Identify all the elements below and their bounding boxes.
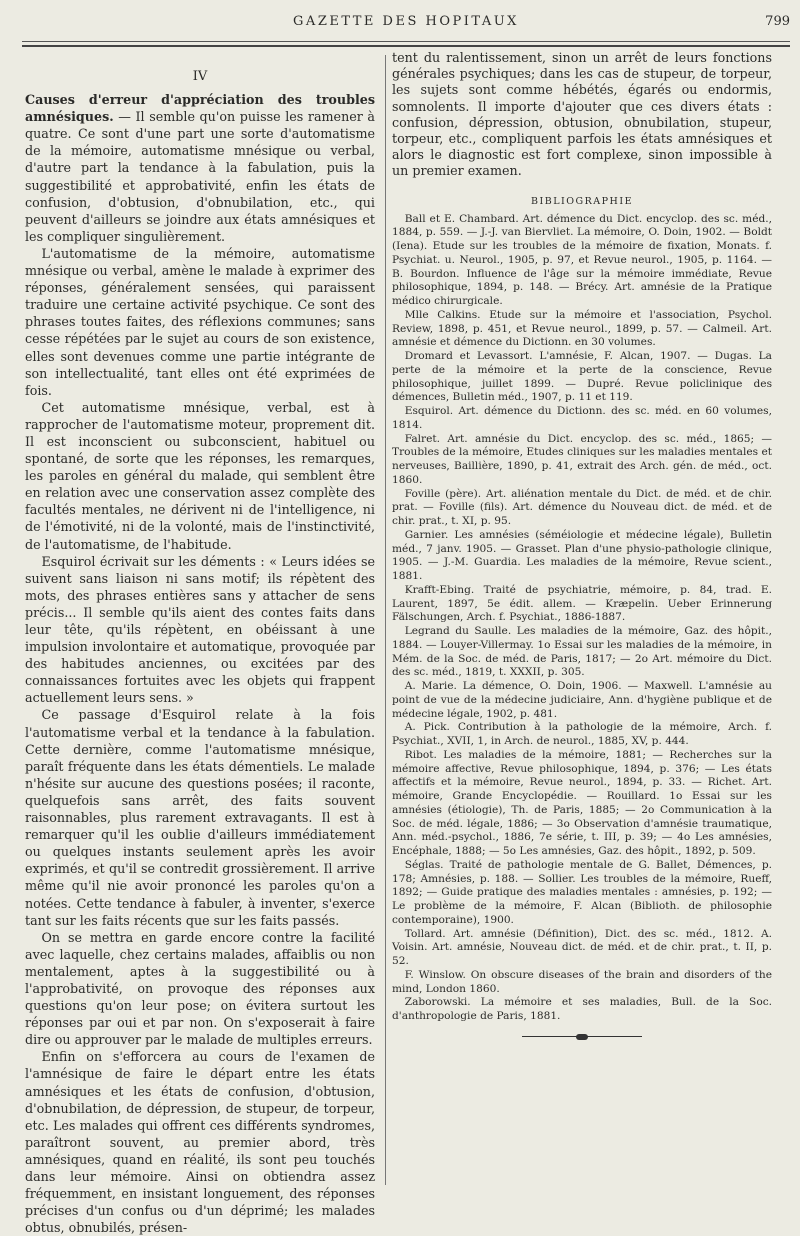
bibliography-entry: A. Marie. La démence, O. Doin, 1906. — Maxwell. L'amnésie au point de vue de la médecine judiciaire, Ann. d'hygiène publique et de médecine légale, 1902, p. 481. xyxy=(392,680,772,720)
paragraph: tent du ralentissement, sinon un arrêt de leurs fonctions générales psychiques; dans les cas de stupeur, de torpeur, les sujets sont comme hébétés, égarés ou endormis, somnolents. Il importe d'ajouter que ces divers états : confusion, dépression, obtusion, obnubilation, stupeur, torpeur, etc., compliquent parfois les états amnésiques et alors le diagnostic est fort complexe, sinon impossible à un premier examen. xyxy=(392,50,772,179)
header-rule xyxy=(22,41,790,42)
bibliography xyxy=(392,213,772,1024)
continued-text xyxy=(392,50,772,180)
section-number: IV xyxy=(192,69,208,84)
page-number: 799 xyxy=(765,14,790,29)
bibliography-entry: Dromard et Levassort. L'amnésie, F. Alcan, 1907. — Dugas. La perte de la mémoire et la perte de la conscience, Revue philosophique, juillet 1899. — Dupré. Revue policlinique des démences, Bulletin méd., 1907, p. 11 et 119. xyxy=(392,350,772,404)
paragraph: Ce passage d'Esquirol relate à la fois l'automatisme verbal et la tendance à la fabulation. Cette dernière, comme l'automatisme mnésique, paraît fréquente dans les états démentiels. Le malade n'hésite sur aucune des questions posées; il raconte, quelquefois sans arrêt, des faits souvent raisonnables, plus rarement extravagants. Il est à remarquer qu'il les oublie d'ailleurs immédiatement ou quelques instants seulement après les avoir exprimés, et qu'il se contredit grossièrement. Il arrive même qu'il nie avoir prononcé les paroles qu'on a notées. Cette tendance à fabuler, à inventer, s'exerce tant sur les faits récents que sur les faits passés. xyxy=(25,707,375,928)
left-column xyxy=(25,50,375,1236)
bibliography-entry: Séglas. Traité de pathologie mentale de G. Ballet, Démences, p. 178; Amnésies, p. 188. — Sollier. Les troubles de la mémoire, Rueff, 1892; — Guide pratique des maladies mentales : amnésies, p. 192; — Le problème de la mémoire, F. Alcan (Biblioth. de philosophie contemporaine), 1900. xyxy=(392,858,772,926)
column-divider xyxy=(385,55,386,1185)
ornament-center xyxy=(576,1034,588,1040)
bibliography-entry: Krafft-Ebing. Traité de psychiatrie, mémoire, p. 84, trad. E. Laurent, 1897, 5e édit. allem. — Kræpelin. Ueber Erinnerung Fälschungen, Arch. f. Psychiat., 1886-1887. xyxy=(392,583,772,624)
header-double-rule xyxy=(22,45,790,47)
paragraph-text: — Il semble qu'on puisse les ramener à quatre. Ce sont d'une part une sorte d'automatisme de la mémoire, automatisme mnésique ou verbal, d'autre part la tendance à la fabulation, puis la suggestibilité et approbativité, enfin les états de confusion, d'obtusion, d'obnubilation, etc., qui peuvent d'ailleurs se joindre aux états amnésiques et les compliquer singulièrement. xyxy=(25,109,375,244)
bibliography-entry: Ribot. Les maladies de la mémoire, 1881; — Recherches sur la mémoire affective, Revue philosophique, 1894, p. 376; — Les états affectifs et la mémoire, Revue neurol., 1894, p. 33. — Richet. Art. mémoire, Grande Encyclopédie. — Rouillard. 1o Essai sur les amnésies (étiologie), Th. de Paris, 1885; — 2o Communication à la Soc. de méd. légale, 1886; — 3o Observation d'amnésie traumatique, Ann. méd.-psychol., 1886, 7e série, t. III, p. 39; — 4o Les amnésies, Encéphale, 1888; — 5o Les amnésies, Gaz. des hôpit., 1892, p. 509. xyxy=(392,748,772,858)
bibliography-entry: Legrand du Saulle. Les maladies de la mémoire, Gaz. des hôpit., 1884. — Louyer-Villermay. 1o Essai sur les maladies de la mémoire, in Mém. de la Soc. de méd. de Paris, 1817; — 2o Art. mémoire du Dict. des sc. méd., 1819, t. XXXII, p. 305. xyxy=(392,625,772,679)
bibliography-entry: F. Winslow. On obscure diseases of the brain and disorders of the mind, London 1860. xyxy=(392,968,772,995)
paragraph: Esquirol écrivait sur les déments : « Leurs idées se suivent sans liaison ni sans motif; ils répètent des mots, des phrases entières sans y attacher de sens précis... Il semble qu'ils aient des contes faits dans leur tête, qu'ils répètent, en obéissant à une impulsion involontaire et automatique, provoquée par des habitudes anciennes, ou excitées par des connaissances fortuites avec les objets qui frappent actuellement leurs sens. » xyxy=(25,553,375,706)
bibliography-entry: Foville (père). Art. aliénation mentale du Dict. de méd. et de chir. prat. — Foville (fils). Art. démence du Nouveau dict. de méd. et de chir. prat., t. XI, p. 95. xyxy=(392,487,772,528)
paragraph: On se mettra en garde encore contre la facilité avec laquelle, chez certains malades, affaiblis ou non mentalement, aptes à la suggestibilité ou à l'approbativité, on provoque des réponses aux questions qu'on leur pose; on évitera surtout les réponses par oui et par non. On s'exposerait à faire dire ou approuver par le malade de multiples erreurs. xyxy=(25,929,375,1048)
section-heading: Causes d'erreur d'appréciation des troubles amnésiques. xyxy=(25,92,375,125)
paragraph: Cet automatisme mnésique, verbal, est à rapprocher de l'automatisme moteur, proprement dit. Il est inconscient ou subconscient, habituel ou spontané, de sorte que les réponses, les remarques, les paroles en général du malade, qui semblent être en relation avec une conservation assez complète des facultés mentales, ne dérivent ni de l'intelligence, ni de l'émotivité, ni de la volonté, mais de l'instinctivité, de l'automatisme, de l'habitude. xyxy=(25,399,375,552)
bibliography-entry: Mlle Calkins. Etude sur la mémoire et l'association, Psychol. Review, 1898, p. 451, et Revue neurol., 1899, p. 57. — Calmeil. Art. amnésie et démence du Dictionn. en 30 volumes. xyxy=(392,308,772,349)
end-ornament xyxy=(522,1034,642,1040)
bibliography-entry: Tollard. Art. amnésie (Définition), Dict. des sc. méd., 1812. A. Voisin. Art. amnésie, Nouveau dict. de méd. et de chir. prat., t. II, p. 52. xyxy=(392,927,772,968)
page-header xyxy=(22,10,790,38)
bibliography-entry: Falret. Art. amnésie du Dict. encyclop. des sc. méd., 1865; — Troubles de la mémoire, Etudes cliniques sur les maladies mentales et nerveuses, Baillière, 1890, p. 41, extrait des Arch. gén. de méd., oct. 1860. xyxy=(392,432,772,486)
bibliography-entry: Esquirol. Art. démence du Dictionn. des sc. méd. en 60 volumes, 1814. xyxy=(392,405,772,431)
paragraph: Enfin on s'efforcera au cours de l'examen de l'amnésique de faire le départ entre les états amnésiques et les états de confusion, d'obtusion, d'obnubilation, de dépression, de stupeur, de torpeur, etc. Les malades qui offrent ces différents syndromes, paraîtront souvent, au premier abord, très amnésiques, quand en réalité, ils sont peu touchés dans leur mémoire. Ainsi on obtiendra assez fréquemment, en insistant longuement, des réponses précises d'un confus ou d'un déprimé; les malades obtus, obnubilés, présen- xyxy=(25,1049,375,1236)
lead-paragraph xyxy=(25,91,375,245)
right-column xyxy=(392,50,772,1040)
paragraph: L'automatisme de la mémoire, automatisme mnésique ou verbal, amène le malade à exprimer des réponses, généralement sensées, qui paraissent traduire une certaine activité psychique. Ce sont des phrases toutes faites, des réflexions communes; sans cesse répétées par le sujet au cours de son existence, elles sont devenues comme une partie intégrante de son intellectualité, tant elles ont été exprimées de fois. xyxy=(25,245,375,398)
running-title: GAZETTE DES HOPITAUX xyxy=(293,14,519,29)
bibliography-entry: Garnier. Les amnésies (séméiologie et médecine légale), Bulletin méd., 7 janv. 1905. — Grasset. Plan d'une physio-pathologie clinique, 1905. — J.-M. Guardia. Les maladies de la mémoire, Revue scient., 1881. xyxy=(392,528,772,583)
bibliography-title: BIBLIOGRAPHIE xyxy=(530,195,634,207)
bibliography-entry: A. Pick. Contribution à la pathologie de la mémoire, Arch. f. Psychiat., XVII, 1, in Arch. de neurol., 1885, XV, p. 444. xyxy=(392,721,772,748)
bibliography-entry: Zaborowski. La mémoire et ses maladies, Bull. de la Soc. d'anthropologie de Paris, 1881. xyxy=(392,996,772,1023)
bibliography-entry: Ball et E. Chambard. Art. démence du Dict. encyclop. des sc. méd., 1884, p. 559. — J.-J. van Biervliet. La mémoire, O. Doin, 1902. — Boldt (Iena). Etude sur les troubles de la mémoire de fixation, Monats. f. Psychiat. u. Neurol., 1905, p. 97, et Revue neurol., 1905, p. 1164. — B. Bourdon. Influence de l'âge sur la mémoire immédiate, Revue philosophique, 1894, p. 148. — Brécy. Art. amnésie de la Pratique médico chirurgicale. xyxy=(392,212,772,308)
